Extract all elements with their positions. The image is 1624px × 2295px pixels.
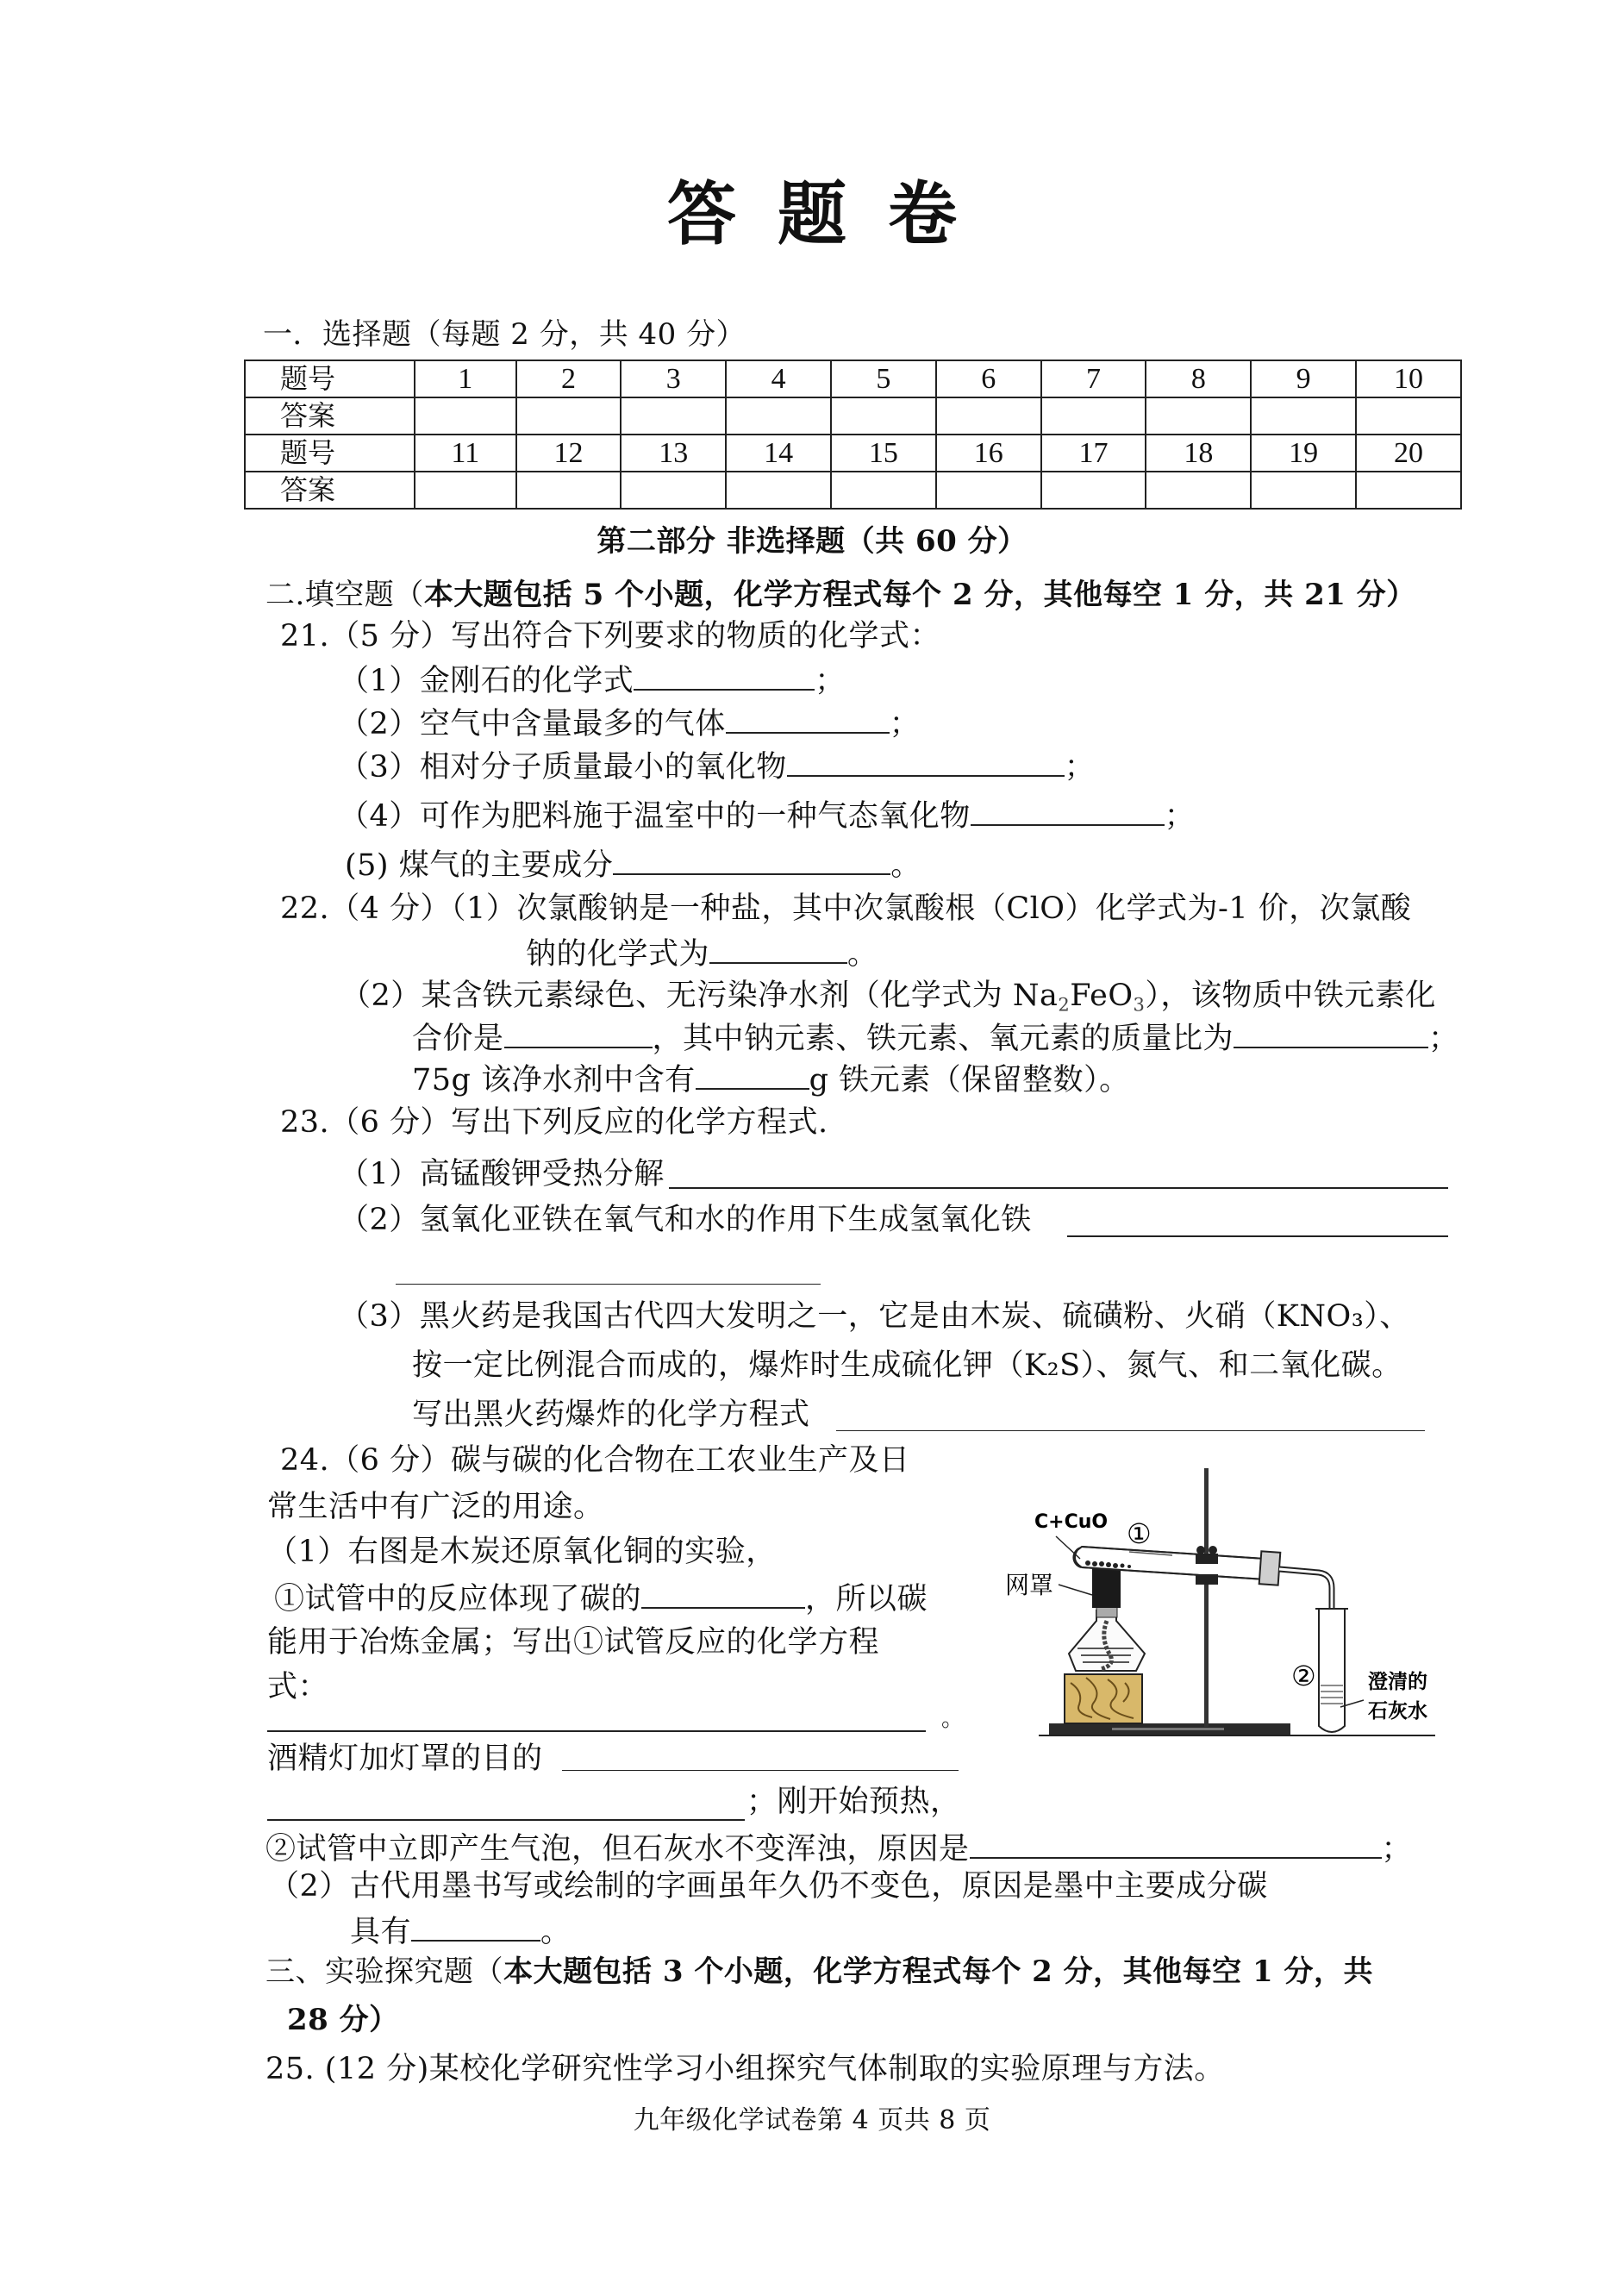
answer-cell[interactable] <box>936 472 1041 509</box>
q22-text: g 铁元素（保留整数）。 <box>809 1063 1130 1097</box>
question-number: 20 <box>1356 435 1461 472</box>
question-number: 16 <box>936 435 1041 472</box>
answer-blank[interactable] <box>267 1819 745 1821</box>
question-number: 4 <box>726 360 831 397</box>
q21-item <box>339 795 1195 835</box>
answer-blank[interactable] <box>641 1578 805 1609</box>
q24-line3: （1）右图是木炭还原氧化铜的实验， <box>267 1535 777 1569</box>
q24-line10 <box>265 1828 1412 1868</box>
q22-part2-line2 <box>412 1017 1459 1058</box>
q23-item3-line1: （3）黑火药是我国古代四大发明之一，它是由木炭、硫磺粉、火硝（KNO₃）、 <box>339 1299 1410 1334</box>
q24-text: ②试管中立即产生气泡，但石灰水不变浑浊，原因是 <box>265 1832 970 1867</box>
section3-heading <box>265 1953 1373 1991</box>
row-label: 答案 <box>245 472 415 509</box>
answer-blank[interactable] <box>971 795 1165 826</box>
q23-stem: 23.（6 分）写出下列反应的化学方程式. <box>280 1105 828 1140</box>
section1-heading: 一．选择题（每题 2 分，共 40 分） <box>263 317 746 352</box>
question-number: 1 <box>415 360 516 397</box>
q23-item3-line3: 写出黑火药爆炸的化学方程式 <box>412 1398 810 1432</box>
q25-stem: 25. (12 分)某校化学研究性学习小组探究气体制取的实验原理与方法。 <box>265 2052 1225 2086</box>
question-number: 17 <box>1041 435 1146 472</box>
q22-text: （2）某含铁元素绿色、无污染净水剂（化学式为 Na <box>340 979 1059 1013</box>
q23-item1: （1）高锰酸钾受热分解 <box>339 1157 665 1191</box>
punct: ； <box>815 664 846 698</box>
q22-line1: 22.（4 分）（1）次氯酸钠是一种盐，其中次氯酸根（ClO）化学式为-1 价，次氯酸 <box>280 891 1412 926</box>
question-number: 2 <box>516 360 621 397</box>
row-label: 题号 <box>245 360 415 397</box>
section3-heading-cont: 28 分） <box>287 2003 399 2037</box>
q24-line5: 能用于冶炼金属；写出①试管反应的化学方程 <box>267 1625 880 1660</box>
punct: ； <box>1164 799 1196 834</box>
q21-item-text: （4）可作为肥料施于温室中的一种气态氧化物 <box>339 799 971 834</box>
answer-blank[interactable] <box>709 933 847 964</box>
answer-cell[interactable] <box>1356 397 1461 435</box>
q22-line2 <box>526 933 878 973</box>
answer-blank[interactable] <box>613 844 890 875</box>
table-row-answers-1 <box>245 397 1461 435</box>
answer-blank[interactable] <box>696 1059 809 1090</box>
question-number: 14 <box>726 435 831 472</box>
punct: ； <box>1381 1832 1413 1867</box>
q24-line1: 24.（6 分）碳与碳的化合物在工农业生产及日 <box>280 1443 910 1478</box>
question-number: 9 <box>1251 360 1356 397</box>
q21-item <box>339 660 846 700</box>
q24-text: ，所以碳 <box>805 1582 928 1617</box>
clamp <box>1196 1554 1218 1564</box>
answer-grid <box>244 360 1462 510</box>
answer-blank[interactable] <box>504 1017 653 1048</box>
q22-text: 钠的化学式为 <box>526 937 710 972</box>
question-number: 8 <box>1146 360 1251 397</box>
answer-cell[interactable] <box>1251 472 1356 509</box>
subscript: 3 <box>1133 994 1146 1016</box>
leader-line <box>1059 1585 1092 1595</box>
answer-cell[interactable] <box>1041 472 1146 509</box>
answer-cell[interactable] <box>1356 472 1461 509</box>
leader-line <box>1056 1536 1080 1559</box>
q24-line8: 酒精灯加灯罩的目的 <box>267 1742 543 1776</box>
question-number: 11 <box>415 435 516 472</box>
label-reactants: C+CuO <box>1034 1511 1109 1533</box>
answer-blank[interactable] <box>1067 1235 1448 1237</box>
question-number: 5 <box>831 360 936 397</box>
answer-blank[interactable] <box>970 1828 1382 1859</box>
question-number: 19 <box>1251 435 1356 472</box>
question-number: 7 <box>1041 360 1146 397</box>
answer-blank[interactable] <box>634 660 815 691</box>
label-limewater-1: 澄清的 <box>1368 1671 1427 1693</box>
q23-item3-line2: 按一定比例混合而成的，爆炸时生成硫化钾（K₂S）、氮气、和二氧化碳。 <box>412 1348 1402 1383</box>
section3-heading-detail: 本大题包括 3 个小题，化学方程式每个 2 分，其他每空 1 分，共 <box>503 1954 1373 1989</box>
q21-item-text: （3）相对分子质量最小的氧化物 <box>339 750 787 785</box>
q21-stem: 21.（5 分）写出符合下列要求的物质的化学式： <box>280 619 941 653</box>
stand-base-slot <box>1112 1728 1224 1730</box>
row-label: 答案 <box>245 397 415 435</box>
q22-text: ，其中钠元素、铁元素、氧元素的质量比为 <box>652 1022 1234 1056</box>
question-number: 15 <box>831 435 936 472</box>
question-number: 12 <box>516 435 621 472</box>
answer-cell[interactable] <box>621 472 726 509</box>
table-row-answers-2 <box>245 472 1461 509</box>
label-tube-1: ① <box>1127 1517 1152 1550</box>
answer-cell[interactable] <box>415 472 516 509</box>
punct: 。 <box>941 1706 965 1732</box>
test-tube-2 <box>1319 1609 1345 1732</box>
section3-heading-label: 三、实验探究题（ <box>265 1954 503 1989</box>
label-gauze: 网罩 <box>1005 1571 1054 1599</box>
q24-text: ①试管中的反应体现了碳的 <box>274 1582 642 1617</box>
punct: 。 <box>540 1915 572 1949</box>
stand-rod <box>1204 1468 1209 1727</box>
label-tube-2: ② <box>1291 1660 1316 1692</box>
answer-cell[interactable] <box>726 472 831 509</box>
answer-cell[interactable] <box>516 472 621 509</box>
question-number: 10 <box>1356 360 1461 397</box>
question-number: 18 <box>1146 435 1251 472</box>
q21-item <box>339 703 920 743</box>
page-footer: 九年级化学试卷第 4 页共 8 页 <box>633 2105 991 2136</box>
q24-line9: ；刚开始预热， <box>746 1785 961 1819</box>
answer-blank[interactable] <box>836 1430 1425 1431</box>
q24-line12 <box>350 1910 572 1951</box>
table-row-numbers-1 <box>245 360 1461 397</box>
answer-blank-continued[interactable] <box>396 1284 821 1285</box>
section2-heading <box>265 576 1416 614</box>
label-limewater-2: 石灰水 <box>1368 1700 1427 1723</box>
section2-heading-detail: 本大题包括 5 个小题，化学方程式每个 2 分，其他每空 1 分，共 21 分） <box>423 578 1416 612</box>
table-row-numbers-2 <box>245 435 1461 472</box>
answer-blank[interactable] <box>726 703 890 734</box>
q24-line6: 式： <box>267 1670 329 1704</box>
question-number: 3 <box>621 360 726 397</box>
q22-text: 合价是 <box>412 1022 504 1056</box>
q24-text: 具有 <box>350 1915 412 1949</box>
answer-cell[interactable] <box>621 397 726 435</box>
q24-line2: 常生活中有广泛的用途。 <box>267 1490 604 1524</box>
q22-text: FeO <box>1070 979 1134 1013</box>
answer-cell[interactable] <box>1146 397 1251 435</box>
answer-cell[interactable] <box>936 397 1041 435</box>
subscript: 2 <box>1058 994 1071 1016</box>
q24-line4 <box>274 1578 928 1618</box>
q21-item-text: (5) 煤气的主要成分 <box>345 848 614 883</box>
question-number: 13 <box>621 435 726 472</box>
punct: 。 <box>890 848 921 883</box>
answer-blank[interactable] <box>669 1187 1448 1189</box>
q21-item-text: （1）金刚石的化学式 <box>339 664 634 698</box>
page-title: 答题卷 <box>667 173 998 254</box>
answer-cell[interactable] <box>516 397 621 435</box>
q22-text: ），该物质中铁元素化 <box>1145 979 1436 1013</box>
answer-cell[interactable] <box>1041 397 1146 435</box>
answer-cell[interactable] <box>831 472 936 509</box>
answer-cell[interactable] <box>415 397 516 435</box>
section2-heading-label: 二.填空题（ <box>265 578 424 612</box>
q24-line11: （2）古代用墨书写或绘制的字画虽年久仍不变色，原因是墨中主要成分碳 <box>269 1869 1268 1904</box>
punct: ； <box>889 707 921 741</box>
answer-cell[interactable] <box>1251 397 1356 435</box>
q21-item <box>339 746 1095 786</box>
answer-blank[interactable] <box>1234 1017 1428 1048</box>
answer-blank[interactable] <box>562 1770 959 1771</box>
answer-cell[interactable] <box>831 397 936 435</box>
q22-text: 75g 该净水剂中含有 <box>412 1063 696 1097</box>
punct: ； <box>1064 750 1096 785</box>
q21-item <box>345 844 921 885</box>
question-number: 6 <box>936 360 1041 397</box>
answer-cell[interactable] <box>1146 472 1251 509</box>
answer-blank[interactable] <box>411 1910 540 1942</box>
q22-part2-line3 <box>412 1059 1130 1099</box>
row-label: 题号 <box>245 435 415 472</box>
punct: 。 <box>847 937 878 972</box>
q21-item-text: （2）空气中含量最多的气体 <box>339 707 726 741</box>
answer-blank[interactable] <box>267 1730 926 1732</box>
apparatus-figure <box>991 1457 1457 1750</box>
answer-blank[interactable] <box>787 746 1065 777</box>
rubber-stopper <box>1259 1551 1281 1585</box>
answer-cell[interactable] <box>726 397 831 435</box>
punct: ； <box>1428 1022 1459 1056</box>
part2-heading: 第二部分 非选择题（共 60 分） <box>597 524 1027 559</box>
q23-item2: （2）氢氧化亚铁在氧气和水的作用下生成氢氧化铁 <box>339 1203 1032 1237</box>
